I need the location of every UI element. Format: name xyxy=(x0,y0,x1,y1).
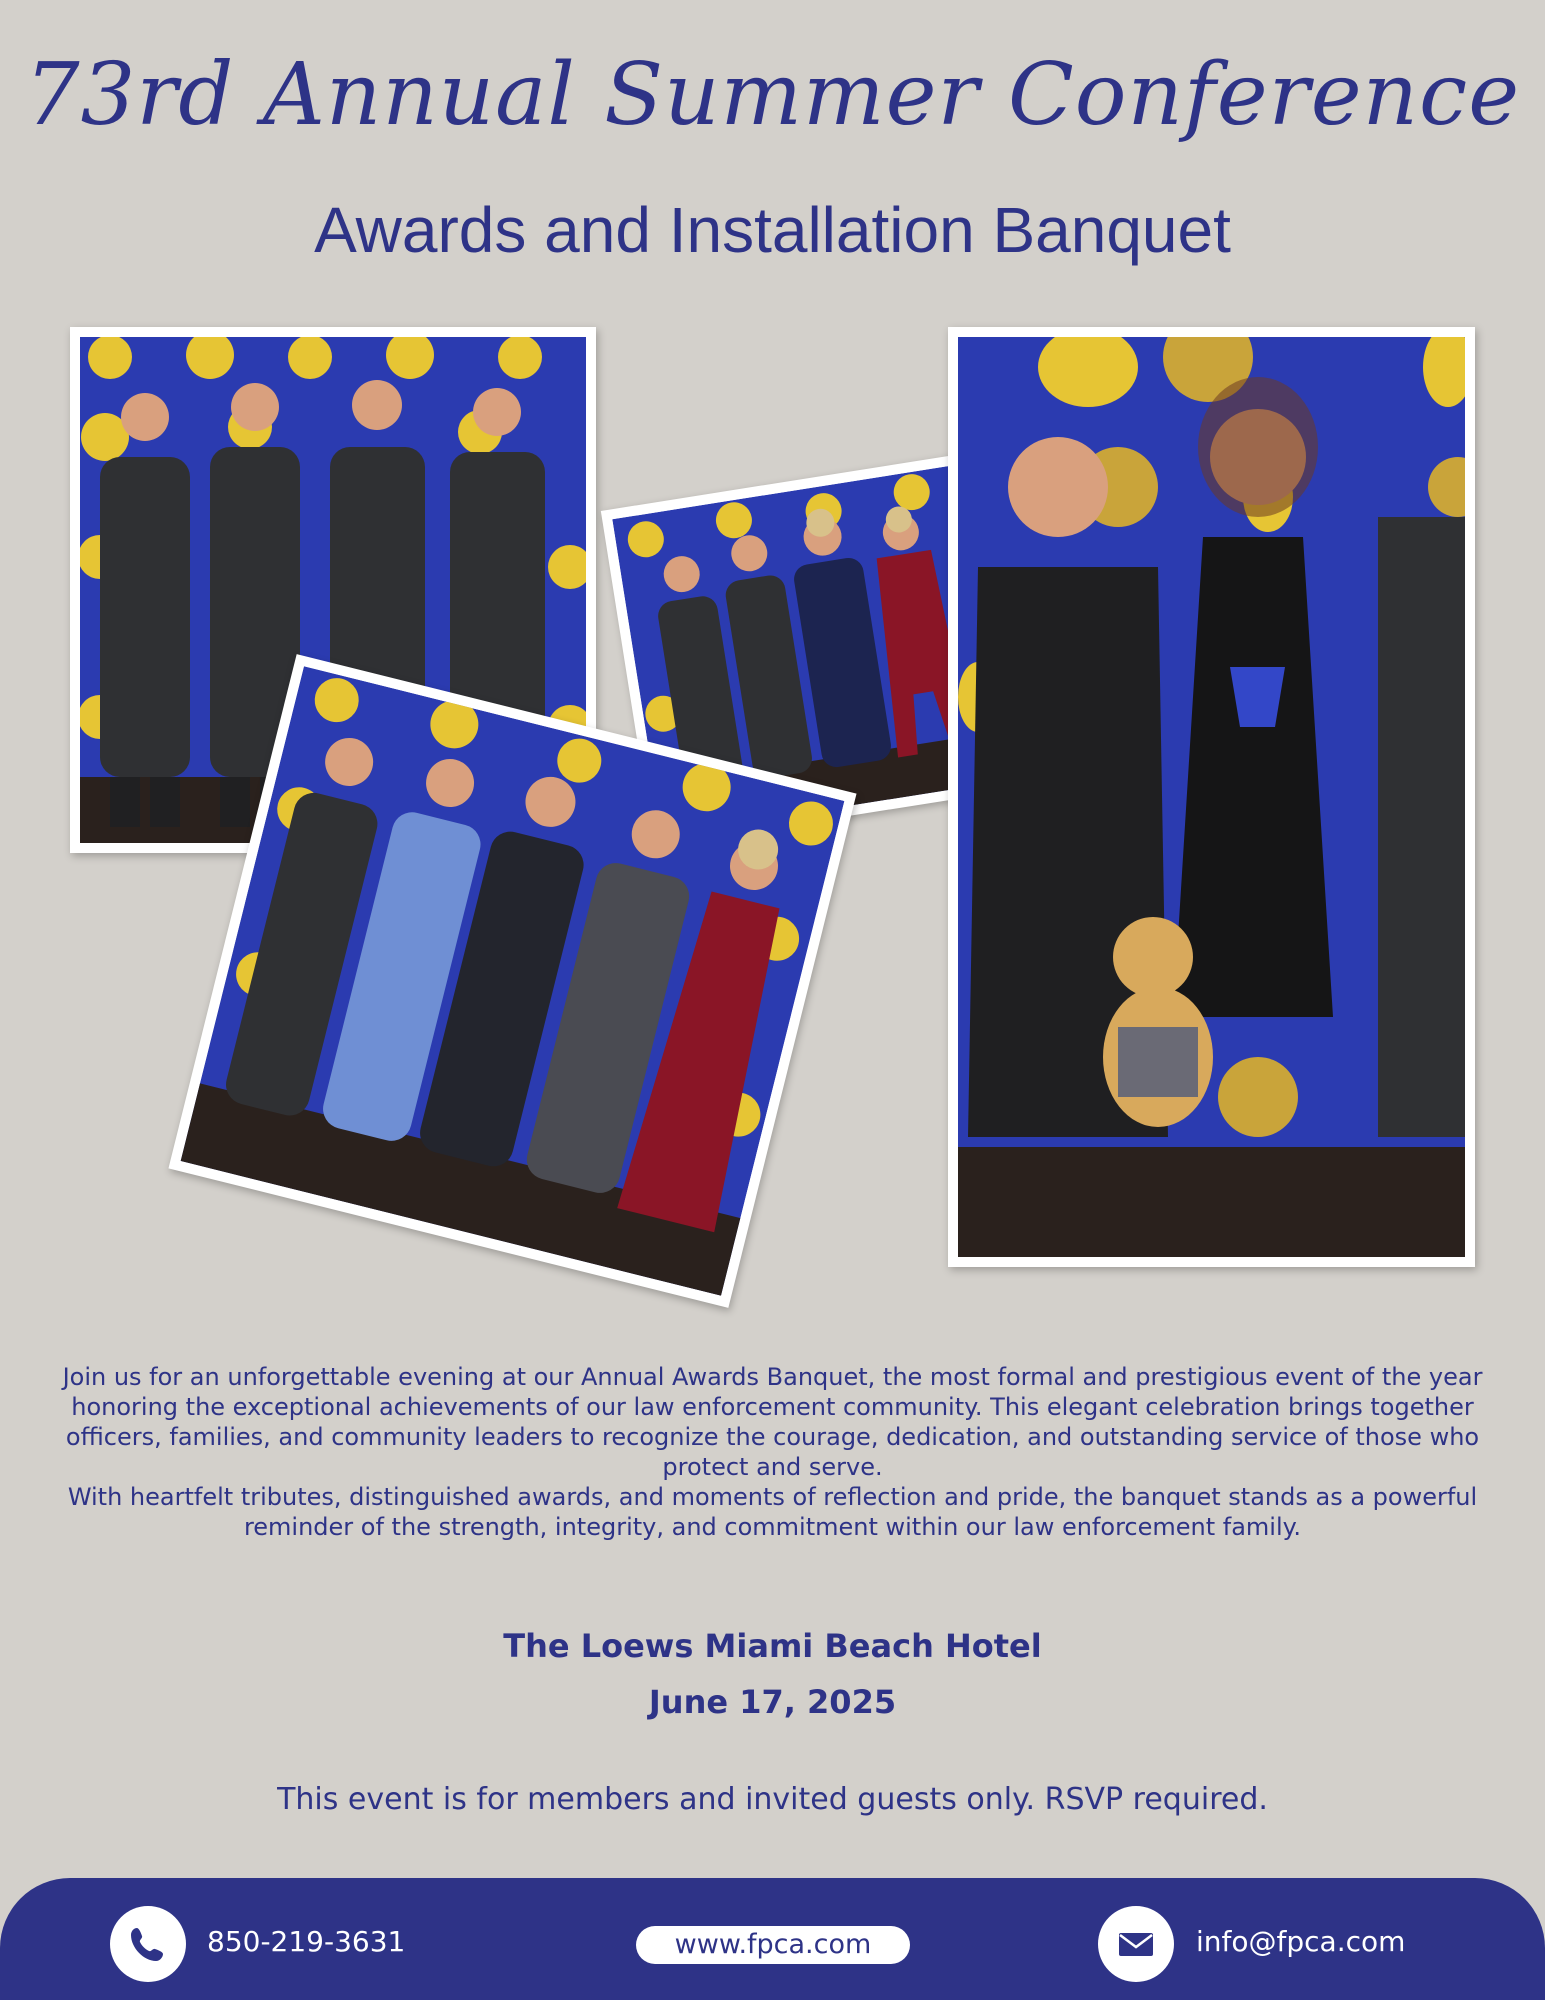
event-title: 73rd Annual Summer Conference xyxy=(24,45,1521,145)
event-date: June 17, 2025 xyxy=(648,1683,897,1721)
description-paragraph: With heartfelt tributes, distinguished awards, and moments of reflection and pride, the banquet stands as a powerful reminder of the strength, integrity, and commitment within our law enforcement family. xyxy=(67,1483,1478,1541)
rsvp-notice: This event is for members and invited guests only. RSVP required. xyxy=(277,1782,1268,1817)
event-details xyxy=(0,1618,1545,1730)
couple-with-service-dog xyxy=(948,327,1475,1267)
event-subtitle: Awards and Installation Banquet xyxy=(314,194,1231,266)
venue-name: The Loews Miami Beach Hotel xyxy=(503,1627,1042,1665)
email-link[interactable]: info@fpca.com xyxy=(1196,1925,1406,1958)
event-description xyxy=(20,1362,1525,1542)
contact-footer xyxy=(0,1878,1545,2000)
website-link[interactable]: www.fpca.com xyxy=(636,1926,910,1964)
phone-icon xyxy=(110,1906,186,1982)
envelope-icon xyxy=(1098,1906,1174,1982)
phone-link[interactable]: 850-219-3631 xyxy=(207,1925,406,1958)
description-paragraph: Join us for an unforgettable evening at our Annual Awards Banquet, the most formal and prestigious event of the year honoring the exceptional achievements of our law enforcement community. This elegant celebration brings together officers, families, and community leaders to recognize the courage, dedication, and outstanding service of those who protect and serve. xyxy=(62,1363,1483,1481)
